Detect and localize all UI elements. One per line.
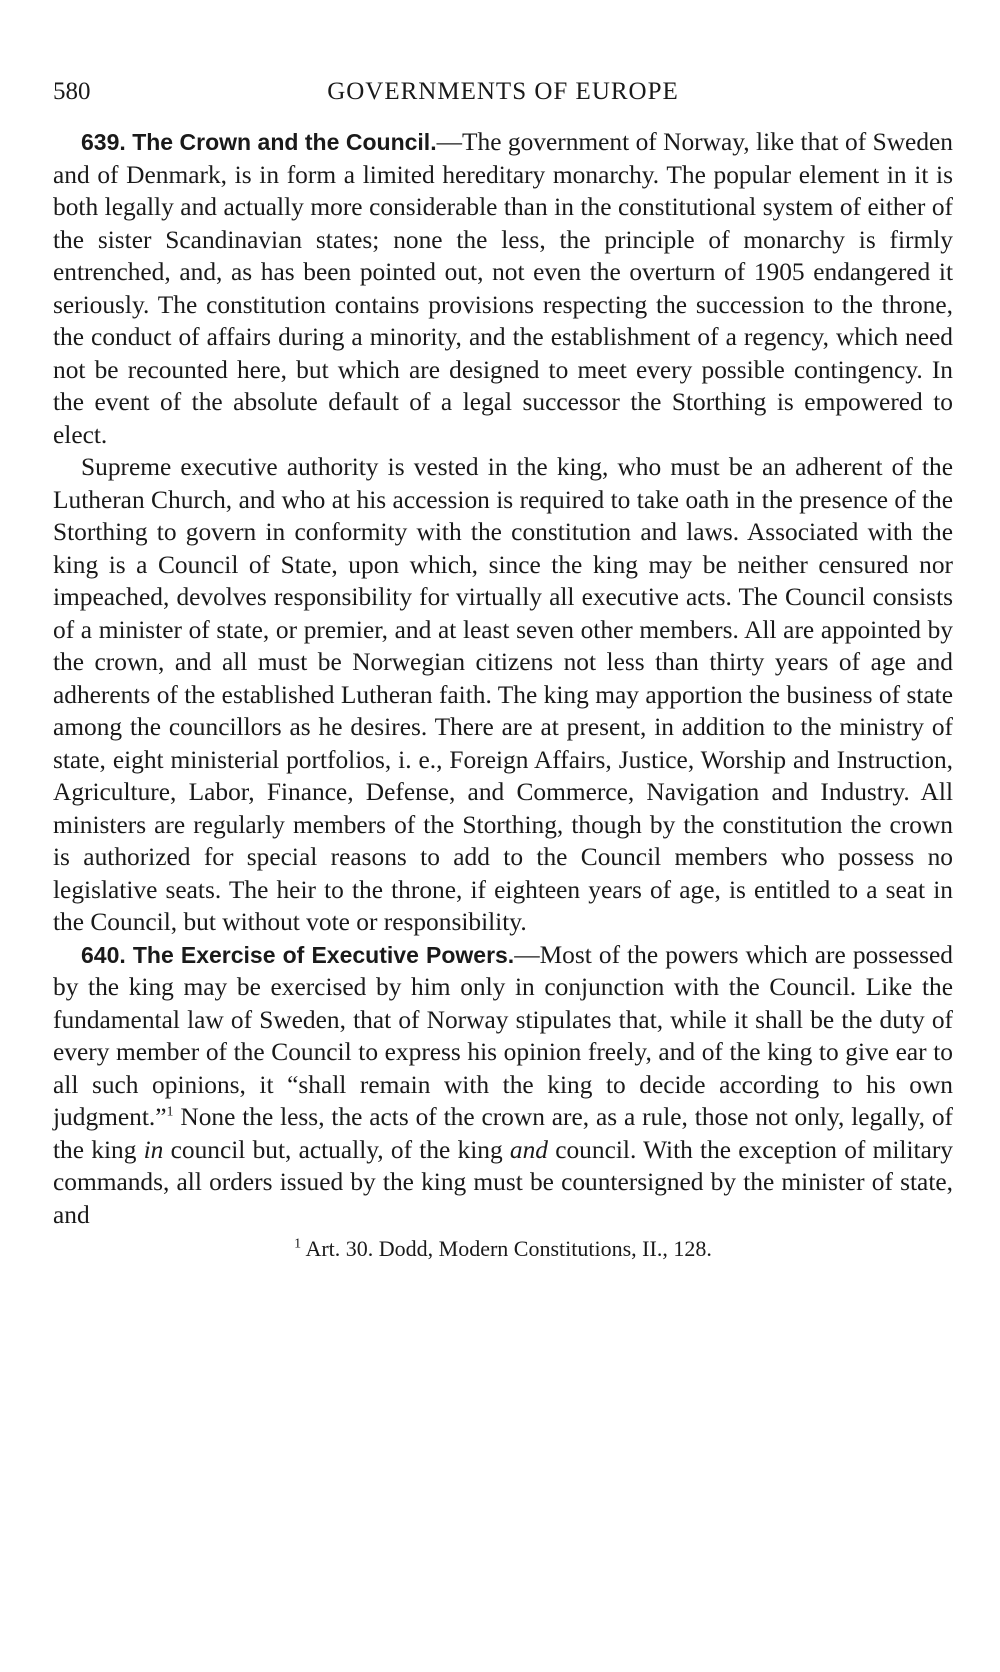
footnote-reference: 1 (166, 1104, 174, 1120)
paragraph-text: council but, actually, of the king (163, 1135, 510, 1164)
footnote-marker: 1 (294, 1236, 302, 1252)
paragraph-639 (53, 126, 953, 451)
running-head-title: GOVERNMENTS OF EUROPE (327, 78, 679, 105)
paragraph-text: None the less, the acts of the crown are, as a rule, those not only, legally, of the king (53, 1103, 953, 1164)
body-text (53, 126, 953, 1231)
paragraph-executive-authority: Supreme executive authority is vested in the king, who must be an adherent of the Lutheran Church, and who at his accession is required to take oath in the presence of the Storthing to govern in conformity with the constitution and laws. Associated with the king is a Council of State, upon which, since the king may be neither censured nor impeached, devolves responsibility for virtually all executive acts. The Council consists of a minister of state, or premier, and at least seven other members. All are appointed by the crown, and all must be Norwegian citizens not less than thirty years of age and adherents of the established Lutheran faith. The king may apportion the business of state among the councillors as he desires. There are at present, in addition to the ministry of state, eight ministerial portfolios, i. e., Foreign Affairs, Justice, Worship and Instruction, Agriculture, Labor, Finance, Defense, and Commerce, Navigation and Industry. All ministers are regularly members of the Storthing, though by the constitution the crown is authorized for special reasons to add to the Council members who possess no legislative seats. The heir to the throne, if eighteen years of age, is entitled to a seat in the Council, but without vote or responsibility. (53, 453, 953, 936)
footnote-text: Art. 30. Dodd, Modern Constitutions, II., 128. (301, 1236, 712, 1261)
paragraph-640 (53, 939, 953, 1232)
footnote (53, 1235, 953, 1263)
paragraph-text: council. With the exception of military commands, all orders issued by the king must be countersigned by the minister of state, and (53, 1135, 953, 1229)
running-head (53, 72, 953, 112)
book-page (53, 72, 953, 1263)
paragraph-text: —Most of the powers which are possessed by the king may be exercised by him only in conjunction with the Council. Like the fundamental law of Sweden, that of Norway stipulates that, while it shall be the duty of every member of the Council to express his opinion freely, and of the king to give ear to all such opinions, it “shall remain with the king to decide according to his own judgment.” (53, 940, 953, 1131)
emphasis-in: in (143, 1135, 164, 1164)
emphasis-and: and (509, 1135, 548, 1164)
paragraph-text: —The government of Norway, like that of Sweden and of Denmark, is in form a limited hereditary monarchy. The popular element in it is both legally and actually more considerable than in the constitutional system of either of the sister Scandinavian states; none the less, the principle of monarchy is firmly entrenched, and, as has been pointed out, not even the overturn of 1905 endangered it seriously. The constitution contains provisions respecting the succession to the throne, the conduct of affairs during a minority, and the establishment of a regency, which need not be recounted here, but which are designed to meet every possible contingency. In the event of the absolute default of a legal successor the Storthing is empowered to elect. (53, 128, 953, 449)
section-heading: The Exercise of Executive Powers. (132, 941, 515, 968)
page-number: 580 (53, 78, 91, 105)
section-number: 639. (81, 129, 126, 155)
section-heading: The Crown and the Council. (132, 129, 437, 155)
section-number: 640. (81, 941, 126, 968)
